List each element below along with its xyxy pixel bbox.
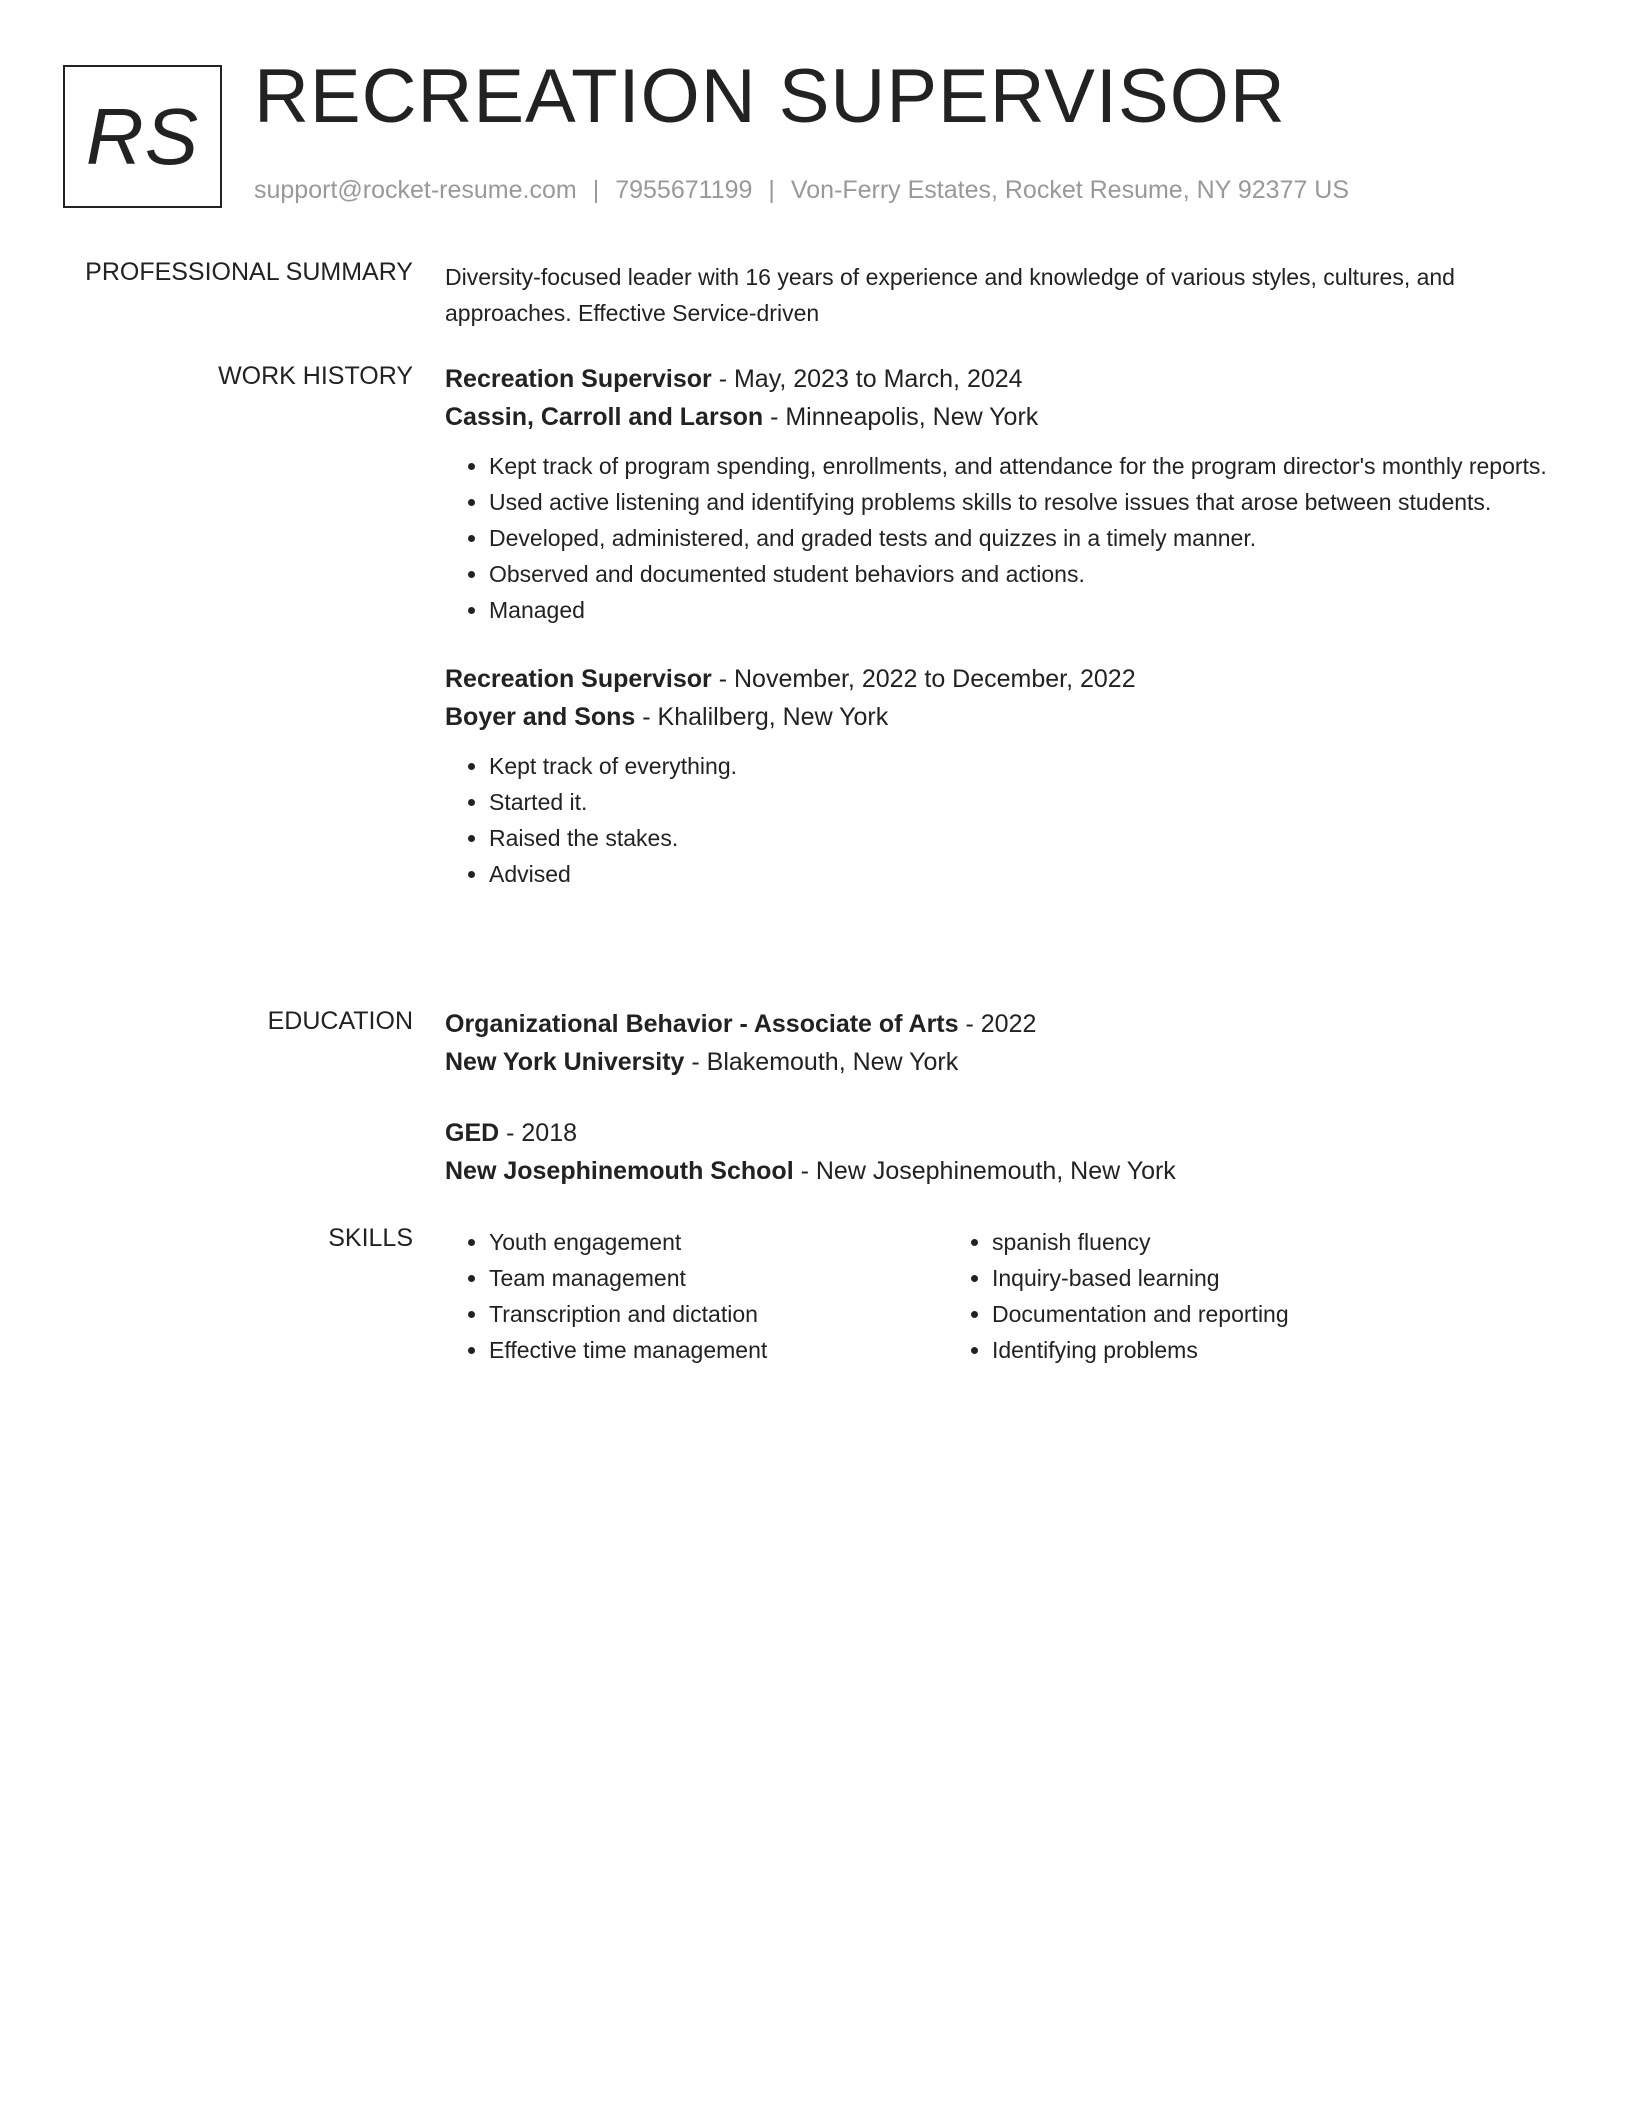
job-bullet: • Started it. (489, 784, 1555, 820)
education-school-line (445, 1152, 1555, 1190)
job-title: Recreation Supervisor (445, 665, 712, 693)
contact-phone: 7955671199 (615, 176, 753, 204)
resume-name: RECREATION SUPERVISOR (254, 54, 1286, 139)
skills-columns (445, 1224, 1555, 1368)
job-company: Boyer and Sons (445, 703, 636, 731)
education-degree-line (445, 1005, 1555, 1043)
skill-item: • Youth engagement (489, 1224, 948, 1260)
job-dates: - May, 2023 to March, 2024 (711, 365, 1023, 393)
contact-line (254, 176, 1349, 205)
contact-separator: | (592, 176, 600, 204)
skills-list-left (445, 1224, 948, 1368)
summary-text: Diversity-focused leader with 16 years of experience and knowledge of various styles, cultures, and approaches. Effective Service-driven (445, 264, 1455, 326)
education-school-line (445, 1043, 1555, 1081)
job-bullets (445, 748, 1555, 892)
job-title: Recreation Supervisor (445, 365, 712, 393)
skill-item: • Documentation and reporting (992, 1296, 1451, 1332)
education-degree-line (445, 1114, 1555, 1152)
job-entry (445, 360, 1555, 628)
job-entry (445, 660, 1555, 892)
section-label-work-history: WORK HISTORY (218, 362, 413, 390)
contact-address: Von-Ferry Estates, Rocket Resume, NY 92377 US (790, 176, 1350, 204)
job-bullet: • Raised the stakes. (489, 820, 1555, 856)
job-company-line (445, 698, 1555, 736)
education-location: - New Josephinemouth, New York (793, 1157, 1176, 1185)
job-dates: - November, 2022 to December, 2022 (711, 665, 1136, 693)
section-label-skills: SKILLS (328, 1224, 413, 1252)
contact-separator: | (768, 176, 775, 204)
education-entry (445, 1114, 1555, 1190)
skill-item: • Team management (489, 1260, 948, 1296)
job-bullet: • Advised (489, 856, 1555, 892)
contact-email: support@rocket-resume.com (254, 176, 577, 204)
education-school: New Josephinemouth School (445, 1157, 794, 1185)
skills-list-right (948, 1224, 1451, 1368)
job-title-line (445, 360, 1555, 398)
section-label-summary: PROFESSIONAL SUMMARY (85, 258, 413, 286)
job-bullet: • Kept track of program spending, enrollments, and attendance for the program director's monthly reports. (489, 448, 1555, 484)
skill-item: • spanish fluency (992, 1224, 1451, 1260)
education-school: New York University (445, 1048, 685, 1076)
monogram-logo: RS (63, 65, 222, 208)
education-year: - 2022 (958, 1010, 1037, 1038)
job-bullet: • Observed and documented student behaviors and actions. (489, 556, 1555, 592)
skill-item: • Transcription and dictation (489, 1296, 948, 1332)
education-location: - Blakemouth, New York (684, 1048, 959, 1076)
job-bullets (445, 448, 1555, 628)
resume-header (63, 54, 1563, 210)
skill-item: • Effective time management (489, 1332, 948, 1368)
job-location: - Minneapolis, New York (763, 403, 1039, 431)
job-bullet: • Used active listening and identifying problems skills to resolve issues that arose between students. (489, 484, 1555, 520)
job-bullet: • Developed, administered, and graded tests and quizzes in a timely manner. (489, 520, 1555, 556)
education-entry (445, 1005, 1555, 1081)
job-company: Cassin, Carroll and Larson (445, 403, 764, 431)
job-title-line (445, 660, 1555, 698)
skill-item: • Identifying problems (992, 1332, 1451, 1368)
education-degree: Organizational Behavior - Associate of Arts (445, 1010, 959, 1038)
section-label-education: EDUCATION (267, 1007, 413, 1035)
job-location: - Khalilberg, New York (635, 703, 889, 731)
job-bullet: • Managed (489, 592, 1555, 628)
education-degree: GED (445, 1119, 500, 1147)
job-bullet: • Kept track of everything. (489, 748, 1555, 784)
skill-item: • Inquiry-based learning (992, 1260, 1451, 1296)
job-company-line (445, 398, 1555, 436)
education-year: - 2018 (499, 1119, 578, 1147)
